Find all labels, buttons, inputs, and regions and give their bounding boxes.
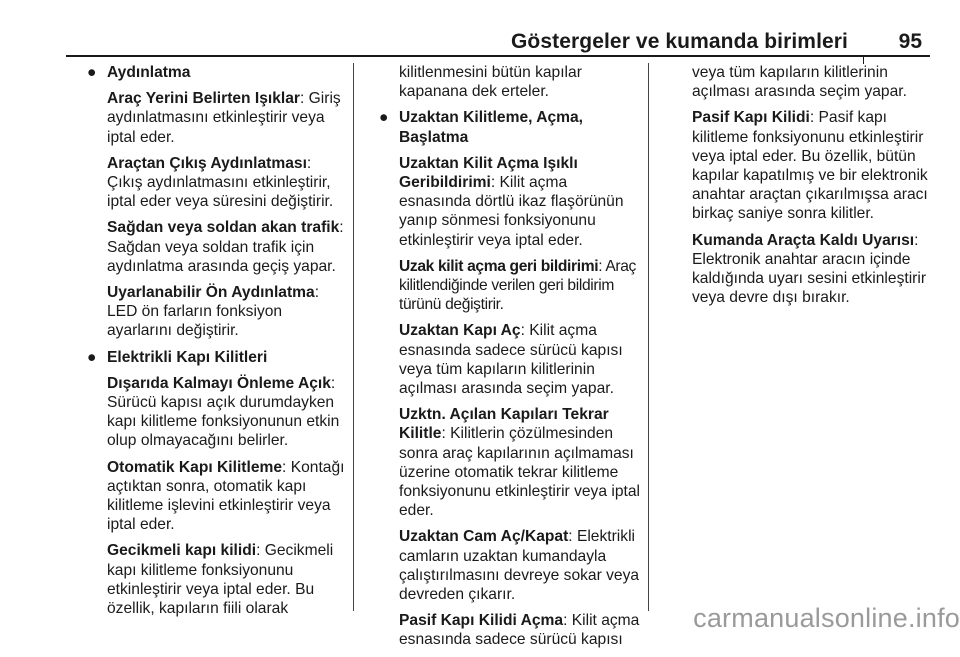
paragraph [399,405,643,520]
term: Araç Yerini Belirten Işıklar [107,90,301,108]
paragraph [399,611,643,649]
paragraph [399,154,643,250]
column-3 [692,63,938,314]
term: Kumanda Araçta Kaldı Uyarısı [692,231,915,249]
term-description: : Giriş aydınlatmasını etkinleştirir veya iptal eder. [107,90,341,146]
section-heading-door-locks [87,348,345,367]
section-heading-lighting [87,63,345,82]
section-heading-remote [379,108,643,146]
term: Uzaktan Kilit Açma Işıklı Geribildirimi [399,154,578,192]
watermark: carmanualsonline.info [693,603,960,633]
term: Araçtan Çıkış Aydınlatması [107,154,307,172]
term: Uyarlanabilir Ön Aydınlatma [107,284,315,302]
column-divider-2 [648,63,649,611]
page-title: Göstergeler ve kumanda birimleri [511,30,848,53]
term-description: : Pasif kapı kilitleme fonksiyonunu etkinleştirir veya iptal eder. Bu özellik, bütün kapılar kapatılmış ve bir elektronik anahtar araçtan çıkarılmışsa aracı birkaç saniye sonra kilitler. [692,109,928,223]
column-divider-1 [353,63,354,611]
term-description: : Elektrikli camların uzaktan kumandayla çalıştırılmasını devreye sokar veya devreden çıkarır. [399,528,640,604]
term-description: : Elektronik anahtar aracın içinde kaldığında uyarı sesini etkinleştirir veya devre dışı bırakır. [692,231,927,307]
paragraph [692,231,938,308]
term-description: : Kilit açma esnasında dörtlü ikaz flaşörünün yanıp sönmesi fonksiyonunu etkinleştirir veya iptal eder. [399,174,624,249]
term: Uzktn. Açılan Kapıları Tekrar Kilitle [399,406,609,443]
page-header [0,22,960,52]
section-heading-text: Uzaktan Kilitleme, Açma, Başlatma [399,109,584,146]
term-description: : Sürücü kapısı açık durumdayken kapı kilitleme fonksiyonunun etkin olup olmayacağını belirler. [107,374,340,450]
paragraph [107,283,345,341]
paragraph: kilitlenmesini bütün kapılar kapanana dek erteler. [399,64,582,101]
term-description: : Kilit açma esnasında sadece sürücü kapısı veya tüm kapıların kilitlerinin açılması arasında seçim yapar. [399,322,623,398]
paragraph [107,374,345,451]
term: Gecikmeli kapı kilidi [107,542,257,560]
paragraph: veya tüm kapıların kilitlerinin açılması arasında seçim yapar. [692,64,907,101]
section-heading-text: Elektrikli Kapı Kilitleri [107,348,268,366]
paragraph [399,321,643,398]
term: Pasif Kapı Kilidi Açma [399,612,564,630]
term-description: : Sağdan veya soldan trafik için aydınlatma arasında geçiş yapar. [107,219,344,275]
term-description: : Çıkış aydınlatmasını etkinleştirir, iptal eder veya süresini değiştirir. [107,154,334,211]
term-description: : Gecikmeli kapı kilitleme fonksiyonunu etkinleştirir veya iptal eder. Bu özellik, kapıların fiili olarak [107,542,334,618]
paragraph [107,541,345,618]
paragraph [399,527,643,604]
page-number: 95 [898,30,922,53]
column-1 [87,63,345,625]
paragraph [107,458,345,535]
term-description: : Kontağı açtıktan sonra, otomatik kapı kilitleme işlevini etkinleştirir veya iptal eder. [107,458,345,534]
paragraph [107,218,345,276]
term: Uzak kilit açma geri bildirimi [399,257,599,275]
paragraph [399,257,643,315]
bullet-icon: ● [87,64,97,81]
term-description: : Araç kilitlendiğinde verilen geri bildirim türünü değiştirir. [399,257,637,314]
bullet-icon: ● [87,348,97,366]
term-description: : Kilit açma esnasında sadece sürücü kapısı [399,612,640,649]
header-rule [66,55,930,57]
term-description: : LED ön farların fonksiyon ayarlarını değiştirir. [107,284,320,340]
term: Sağdan veya soldan akan trafik [107,219,340,237]
paragraph [107,154,345,212]
column-2 [379,63,643,657]
term: Uzaktan Kapı Aç [399,322,521,340]
term: Uzaktan Cam Aç/Kapat [399,528,569,546]
term-description: : Kilitlerin çözülmesinden sonra araç kapılarının açılmaması üzerine otomatik tekrar kilitleme fonksiyonunu etkinleştirir veya iptal eder. [399,425,640,520]
term: Otomatik Kapı Kilitleme [107,458,283,476]
paragraph [692,108,938,223]
term: Pasif Kapı Kilidi [692,109,810,127]
section-heading-text: Aydınlatma [107,64,191,81]
paragraph [107,89,345,147]
bullet-icon: ● [379,109,389,127]
term: Dışarıda Kalmayı Önleme Açık [107,374,331,392]
